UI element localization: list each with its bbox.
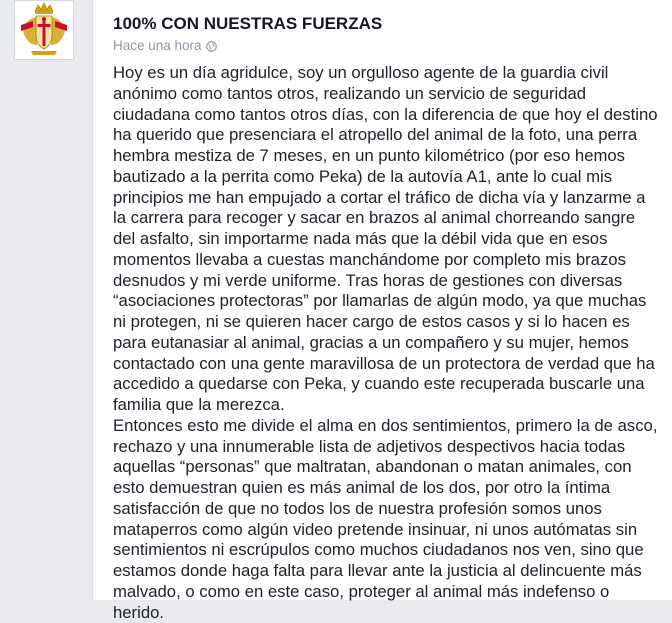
- post-paragraph: Hoy es un día agridulce, soy un orgulloso agente de la guardia civil anónimo como tantos otros, realizando un servicio de seguridad ciudadana como tantos otros días, con la diferencia de que hoy el destino ha querido que presenciara el atropello del animal de la foto, una perra hembra mestiza de 7 meses, en un punto kilométrico (por eso hemos bautizado a la perrita como Peka) de la autovía A1, ante lo cual mis principios me han empujado a cortar el tráfico de dicha vía y lanzarme a la carrera para recoger y sacar en brazos al animal chorreando sangre del asfalto, sin importarme nada más que la débil vida que en esos momentos llevaba a cuestas manchándome por completo mis brazos desnudos y mi verde uniforme. Tras horas de gestiones con diversas “asociaciones protectoras” por llamarlas de algún modo, ya que muchas ni protegen, ni se quieren hacer cargo de estos casos y si lo hacen es para eutanasiar al animal, gracias a un compañero y su mujer, hemos contactado con una gente maravillosa de un protectora de verdad que ha accedido a quedarse con Peka, y cuando este recuperada buscarle una familia que la merezca.: [113, 63, 658, 414]
- globe-icon: [206, 41, 217, 52]
- post-body: [113, 63, 661, 623]
- post-card: [92, 0, 672, 622]
- coat-of-arms-icon: [15, 1, 73, 59]
- author-name[interactable]: 100% CON NUESTRAS FUERZAS: [113, 14, 383, 33]
- post-header: [113, 14, 662, 54]
- timestamp[interactable]: Hace una hora: [113, 38, 202, 53]
- avatar[interactable]: [14, 0, 74, 60]
- post-paragraph: Entonces esto me divide el alma en dos sentimientos, primero la de asco, rechazo y una innumerable lista de adjetivos despectivos hacia todas aquellas “personas” que maltratan, abandonan o matan animales, con esto demuestran quien es más animal de los dos, por otro la íntima satisfacción de que no todos los de nuestra profesión somos unos mataperros como algún video pretende insinuar, ni unos autómatas sin sentimientos ni escrúpulos como muchos ciudadanos nos ven, sino que estamos donde haga falta para llevar ante la justicia al delincuente más malvado, o como en este caso, proteger al animal más indefenso o herido.: [113, 415, 658, 622]
- post-meta: [113, 38, 662, 54]
